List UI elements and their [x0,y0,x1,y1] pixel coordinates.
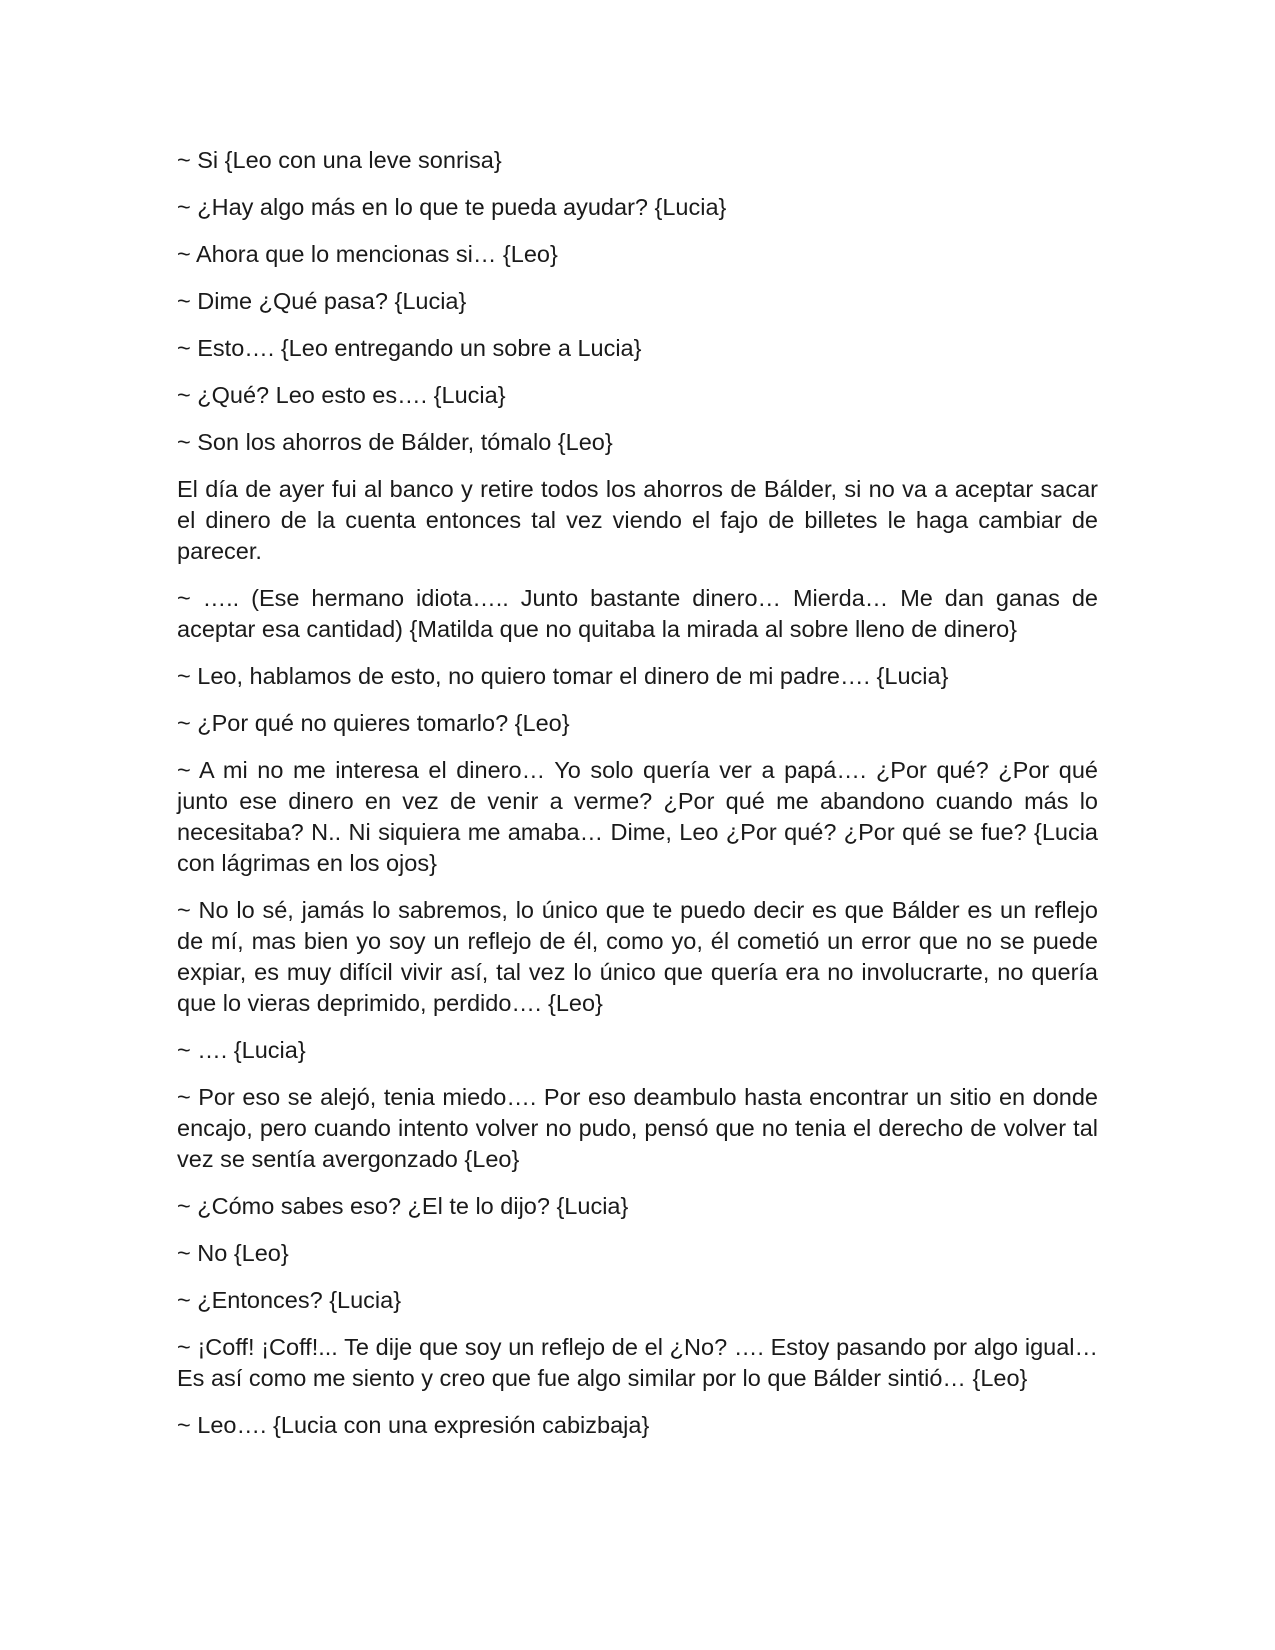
dialogue-line: ~ …. {Lucia} [177,1037,306,1063]
dialogue-line: ~ Leo…. {Lucia con una expresión cabizbaja} [177,1412,650,1438]
document-body [177,145,1098,1457]
dialogue-line: ~ ….. (Ese hermano idiota….. Junto bastante dinero… Mierda… Me dan ganas de aceptar esa cantidad) {Matilda que no quitaba la mirada al sobre lleno de dinero} [177,585,1098,642]
dialogue-line: ~ A mi no me interesa el dinero… Yo solo quería ver a papá…. ¿Por qué? ¿Por qué junto ese dinero en vez de venir a verme? ¿Por qué me abandono cuando más lo necesitaba? N.. Ni siquiera me amaba… Dime, Leo ¿Por qué? ¿Por qué se fue? {Lucia con lágrimas en los ojos} [177,757,1098,876]
dialogue-line: ~ Por eso se alejó, tenia miedo…. Por eso deambulo hasta encontrar un sitio en donde encajo, pero cuando intento volver no pudo, pensó que no tenia el derecho de volver tal vez se sentía avergonzado {Leo} [177,1084,1098,1172]
dialogue-line: ~ ¿Entonces? {Lucia} [177,1287,402,1313]
dialogue-line: ~ Ahora que lo mencionas si… {Leo} [177,241,558,267]
dialogue-line: ~ No {Leo} [177,1240,289,1266]
narration-paragraph: El día de ayer fui al banco y retire todos los ahorros de Bálder, si no va a aceptar sacar el dinero de la cuenta entonces tal vez viendo el fajo de billetes le haga cambiar de parecer. [177,476,1098,564]
dialogue-line: ~ Leo, hablamos de esto, no quiero tomar el dinero de mi padre…. {Lucia} [177,663,949,689]
dialogue-line: ~ ¿Qué? Leo esto es…. {Lucia} [177,382,506,408]
dialogue-line: ~ Esto…. {Leo entregando un sobre a Lucia} [177,335,642,361]
dialogue-line: ~ Dime ¿Qué pasa? {Lucia} [177,288,467,314]
dialogue-line: ~ ¿Por qué no quieres tomarlo? {Leo} [177,710,570,736]
dialogue-line: ~ ¡Coff! ¡Coff!... Te dije que soy un reflejo de el ¿No? …. Estoy pasando por algo igual… Es así como me siento y creo que fue algo similar por lo que Bálder sintió… {Leo} [177,1334,1098,1391]
dialogue-line: ~ No lo sé, jamás lo sabremos, lo único que te puedo decir es que Bálder es un reflejo de mí, mas bien yo soy un reflejo de él, como yo, él cometió un error que no se puede expiar, es muy difícil vivir así, tal vez lo único que quería era no involucrarte, no quería que lo vieras deprimido, perdido…. {Leo} [177,897,1098,1016]
dialogue-line: ~ Si {Leo con una leve sonrisa} [177,147,502,173]
dialogue-line: ~ ¿Cómo sabes eso? ¿El te lo dijo? {Lucia} [177,1193,629,1219]
dialogue-line: ~ Son los ahorros de Bálder, tómalo {Leo} [177,429,613,455]
dialogue-line: ~ ¿Hay algo más en lo que te pueda ayudar? {Lucia} [177,194,727,220]
